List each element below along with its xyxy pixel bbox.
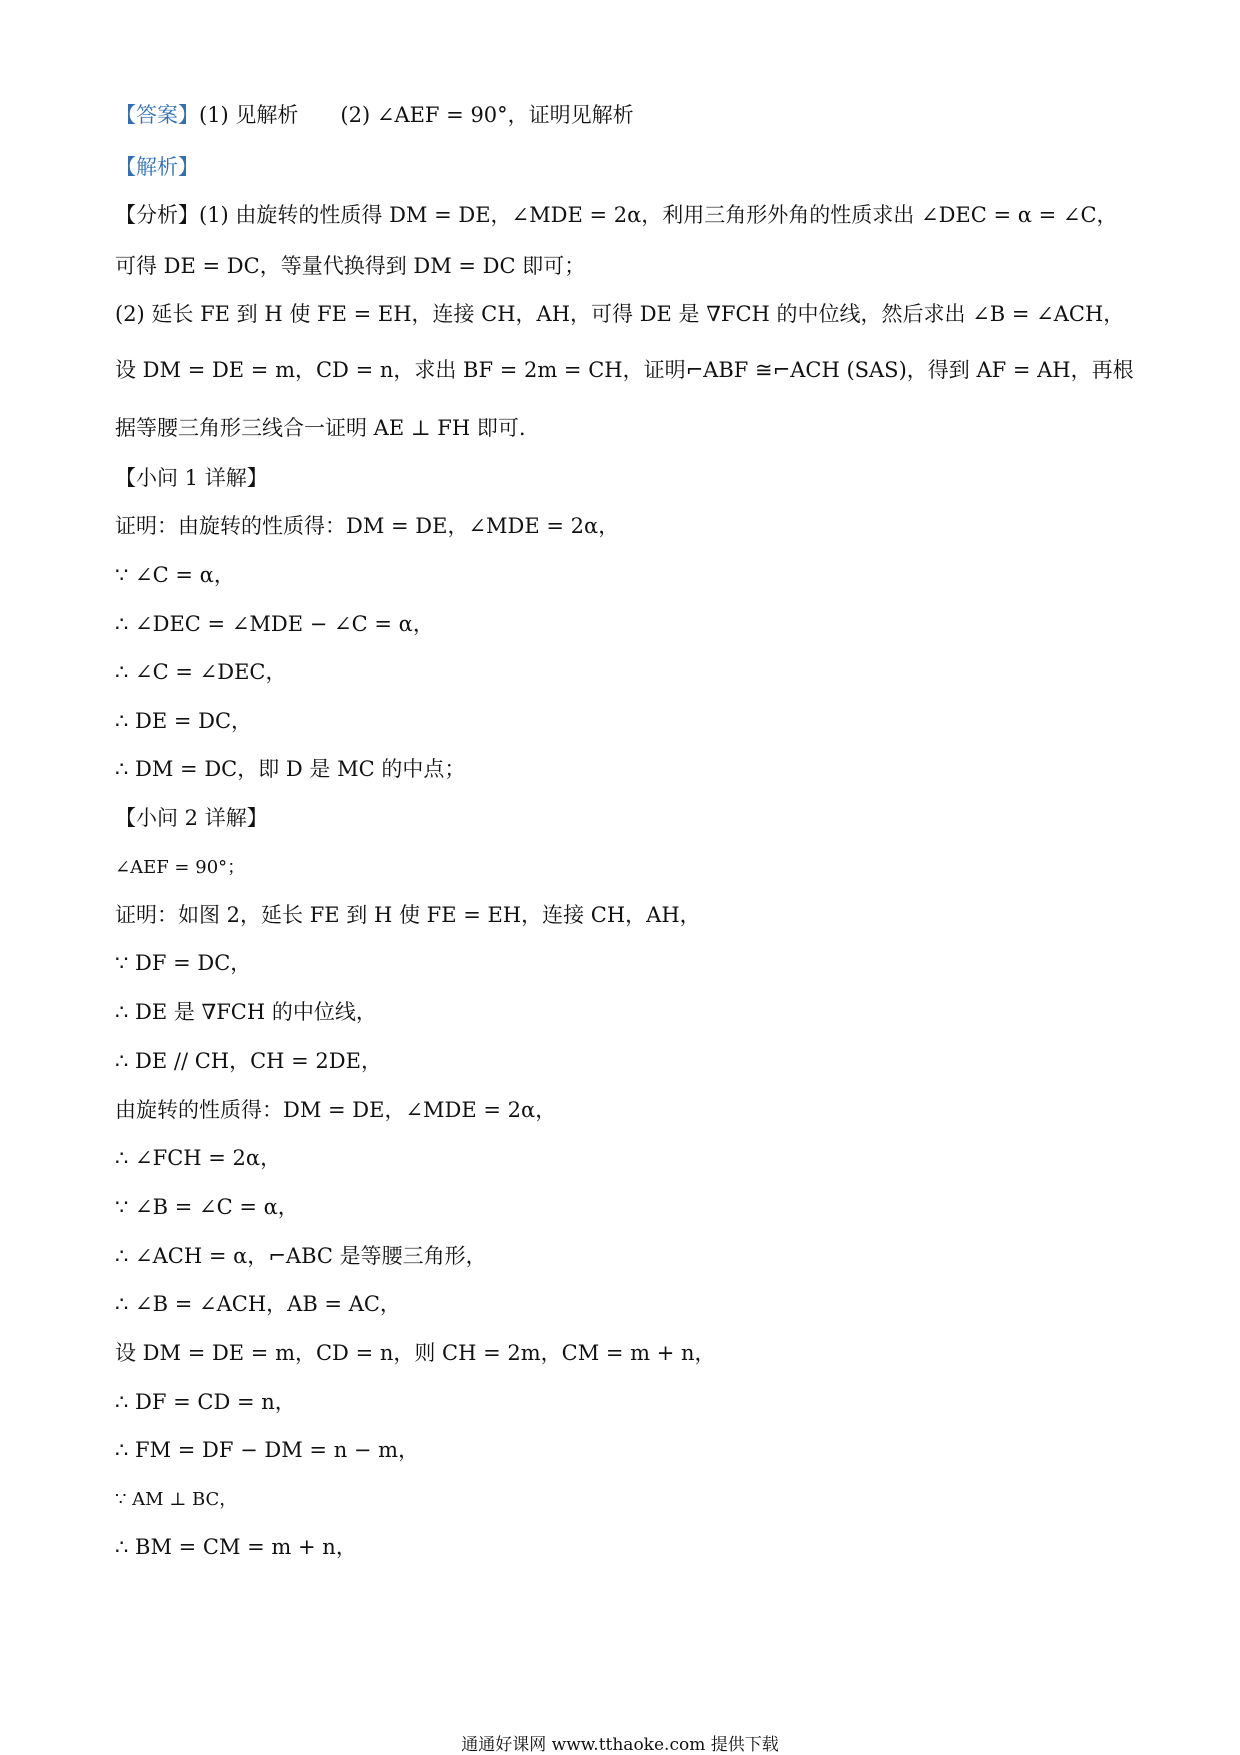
answer-line — [115, 103, 634, 128]
proof-line: ∴ DE // CH，CH = 2DE， — [115, 1049, 382, 1073]
proof-line: 设 DM = DE = m，CD = n，则 CH = 2m，CM = m + n， — [115, 1341, 716, 1365]
analysis-line: 可得 DE = DC，等量代换得到 DM = DC 即可； — [115, 254, 586, 278]
proof-line: 证明：由旋转的性质得：DM = DE，∠MDE = 2α， — [115, 514, 620, 538]
proof-line: ∴ ∠FCH = 2α， — [115, 1146, 282, 1170]
proof-line: ∵ ∠B = ∠C = α， — [115, 1195, 299, 1219]
analysis-line: (2) 延长 FE 到 H 使 FE = EH，连接 CH，AH，可得 DE 是 ∇FCH 的中位线，然后求出 ∠B = ∠ACH， — [115, 302, 1125, 326]
analysis-line: 据等腰三角形三线合一证明 AE ⊥ FH 即可. — [115, 416, 526, 440]
proof-line: ∴ FM = DF − DM = n − m， — [115, 1438, 420, 1462]
part2-result: ∠AEF = 90°； — [115, 857, 246, 878]
proof-line: ∴ ∠B = ∠ACH，AB = AC， — [115, 1292, 401, 1316]
proof-line: ∴ DM = DC，即 D 是 MC 的中点； — [115, 757, 466, 781]
proof-line: ∴ DE 是 ∇FCH 的中位线， — [115, 1000, 377, 1024]
proof-line: ∴ ∠DEC = ∠MDE − ∠C = α， — [115, 612, 434, 636]
proof-line: ∴ DE = DC， — [115, 709, 253, 733]
analysis-tag: 【解析】 — [115, 155, 199, 179]
analysis-line: 【分析】(1) 由旋转的性质得 DM = DE，∠MDE = 2α，利用三角形外角的性质求出 ∠DEC = α = ∠C， — [115, 203, 1118, 227]
proof-line: ∴ BM = CM = m + n， — [115, 1535, 357, 1559]
proof-line: ∴ ∠ACH = α，⌐ABC 是等腰三角形， — [115, 1244, 487, 1268]
proof-line: ∵ DF = DC， — [115, 951, 252, 975]
proof-line: 证明：如图 2，延长 FE 到 H 使 FE = EH，连接 CH，AH， — [115, 903, 701, 927]
analysis-line: 设 DM = DE = m，CD = n，求出 BF = 2m = CH，证明⌐ABF ≅⌐ACH (SAS)，得到 AF = AH，再根 — [115, 358, 1134, 382]
proof-line: 由旋转的性质得：DM = DE，∠MDE = 2α， — [115, 1098, 557, 1122]
proof-line: ∴ ∠C = ∠DEC， — [115, 660, 287, 684]
proof-line: ∴ DF = CD = n， — [115, 1390, 296, 1414]
part2-heading: 【小问 2 详解】 — [115, 806, 268, 830]
part1-heading: 【小问 1 详解】 — [115, 466, 268, 490]
answer-tag: 【答案】 — [115, 103, 199, 127]
answer-text: (1) 见解析 (2) ∠AEF = 90°，证明见解析 — [199, 103, 634, 127]
proof-line: ∵ AM ⊥ BC， — [115, 1489, 238, 1510]
proof-line: ∵ ∠C = α， — [115, 563, 235, 587]
page-footer: 通通好课网 www.tthaoke.com 提供下载 — [461, 1735, 779, 1755]
